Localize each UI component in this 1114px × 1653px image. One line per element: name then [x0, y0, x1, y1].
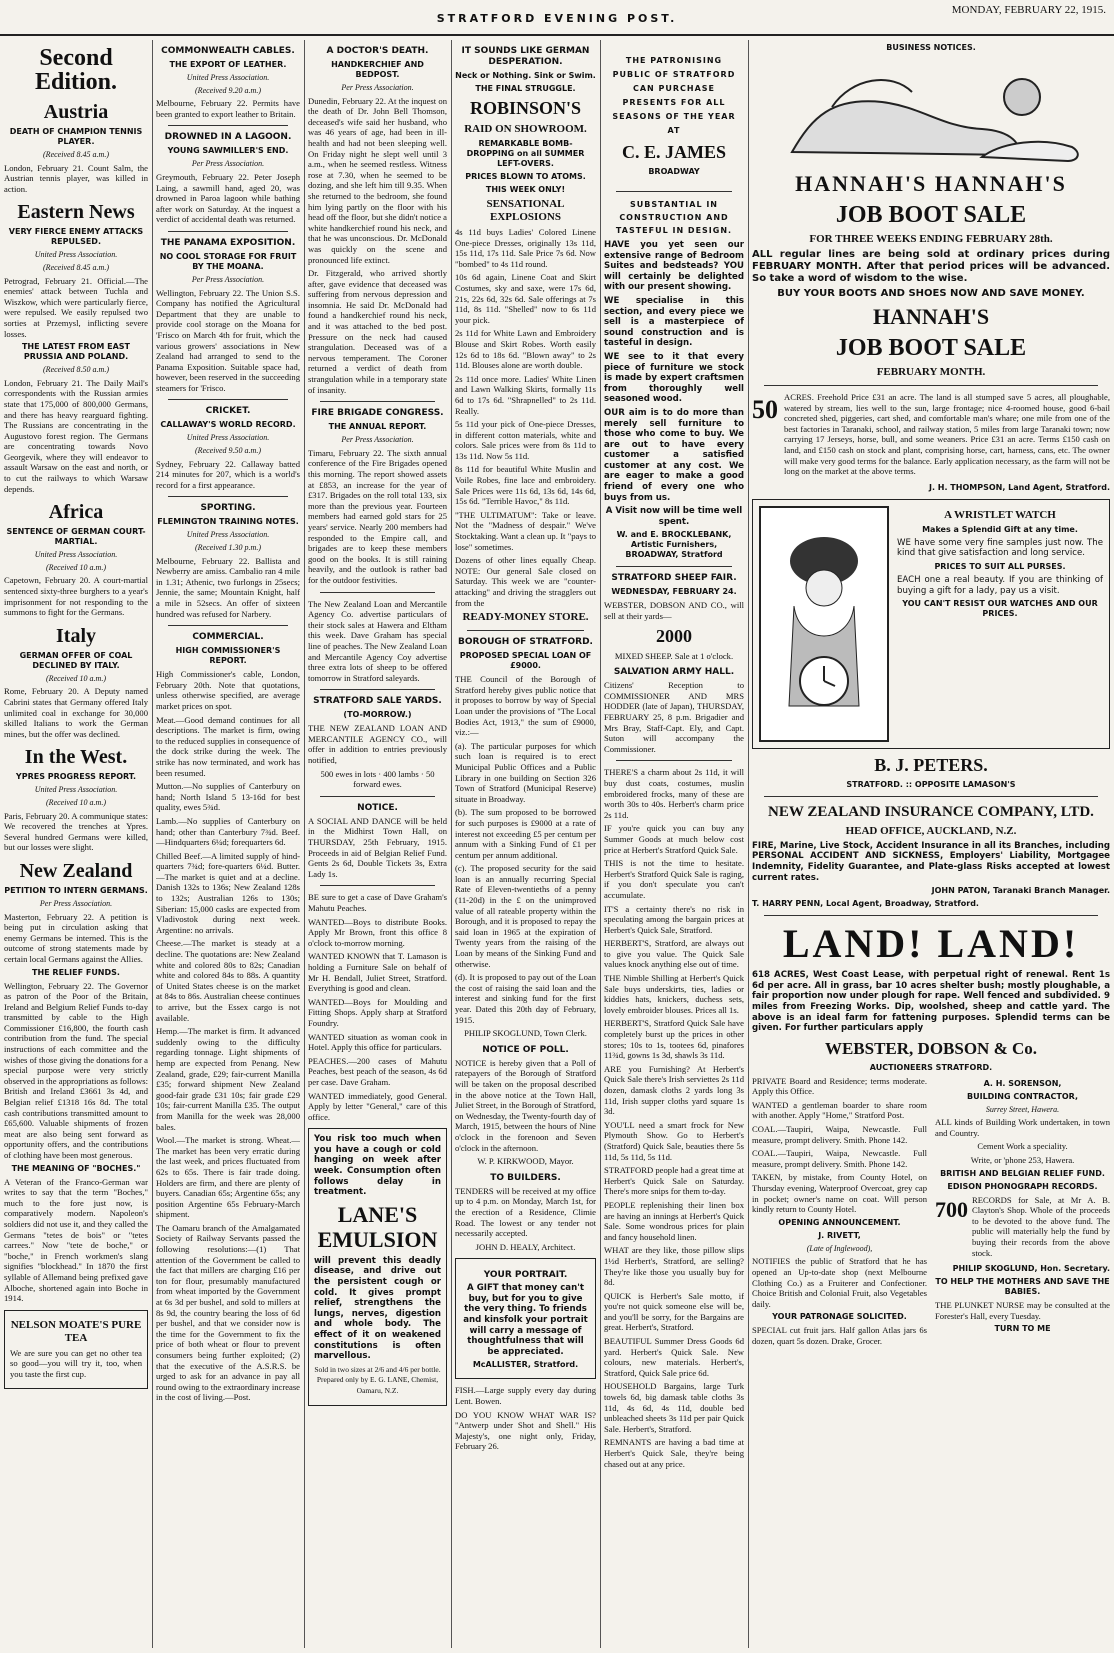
- ad-brand: C. E. JAMES: [621, 142, 726, 162]
- column-3: [308, 40, 447, 1648]
- headline: COMMONWEALTH CABLES.: [161, 46, 295, 56]
- ad-text: 2s 11d for White Lawn and Embroidery Blouse and Skirt Robes. Worth easily 12s 6d to 18s 6d. "Blown away" to 2s 11d. Blouses alone are worth double.: [455, 328, 596, 371]
- headline: SPORTING.: [200, 503, 256, 514]
- signature: PHILIP SKOGLUND, Town Clerk.: [464, 1028, 587, 1039]
- issue-date: MONDAY, FEBRUARY 22, 1915.: [951, 4, 1106, 16]
- nelson-tea-ad: [4, 1310, 148, 1389]
- masthead: [0, 0, 1114, 36]
- subheadline: (TO-MORROW.): [343, 710, 412, 720]
- notice-text: NOTICE is hereby given that a Poll of ratepayers of the Borough of Stratford will be taken on the proposal described in the above notice at the Town Hall, Juliet Street, in the Borough of Stratford, on Wednesday, the Twenty-fourth day of March, 1915, between the hours of Nine o'clock in the forenoon and Seven o'clock in the afternoon.: [455, 1057, 596, 1153]
- classified-ad: TAKEN, by mistake, from County Hotel, on Thursday evening, Waterproof Overcoat, grey cap in pocket; owner's name on coat. Will person kindly return to County Hotel.: [752, 1172, 927, 1215]
- headline: CRICKET.: [205, 406, 251, 417]
- ad-text: will prevent this deadly disease, and drive out the persistent cough or cold. It gives prompt relief, strengthens the lungs, nerves, digestion and whole body. The effect of it on weakened constitutions is often marvellous.: [314, 1255, 441, 1362]
- wristlet-watch-ad: [752, 499, 1110, 749]
- classified-ad: WANTED KNOWN that T. Lamason is holding a Furniture Sale on behalf of Mr H. Bendall, Juliet Street, Stratford. Everything is good and clean.: [308, 951, 447, 994]
- headline: COMMERCIAL.: [192, 632, 264, 643]
- article-text: Melbourne, February 22. Ballista and Newberry are amiss. Cambalio ran 4 mile in 1.31; Athenic, two furlongs in 25secs; Jennie, the same; Mountain Knight, half a mile in 52secs. An offer of sixteen hundred was refused for Narbery.: [156, 555, 300, 619]
- received-time: (Received 10 a.m.): [46, 797, 106, 807]
- ad-heading: JOB BOOT SALE: [835, 202, 1027, 228]
- ad-footer: W. and E. BROCKLEBANK, Artistic Furnishers, BROADWAY, Stratford: [616, 530, 732, 560]
- headline: THE RELIEF FUNDS.: [32, 967, 120, 977]
- notice-text: MIXED SHEEP. Sale at 1 o'clock.: [614, 650, 734, 661]
- classified-ad: NOTIFIES the public of Stratford that he has opened an Up-to-date shop (next Melbourne Clothing Co.) as a Fruiterer and Confectioner. Choice British and Colonial Fruit, also Vegetables daily.: [752, 1256, 927, 1309]
- article-text: Wellington, February 22. The Union S.S. Company has notified the Agricultural Department that they are unable to provide cool storage on the Moana for 'Frisco on March 4th for fruit, which the various growers' associations in New Zealand had arranged to send to the Panama Exposition. Suitable space had, however, been reserved in the succeeding steamers for 'Frisco.: [156, 287, 300, 393]
- sheep-count: 2000: [656, 625, 692, 646]
- ad-heading: OPENING ANNOUNCEMENT.: [778, 1217, 901, 1227]
- classified-ad: SPECIAL cut fruit jars. Half gallon Atlas jars 6s dozen, quart 5s dozen. Drake, Grocer.: [752, 1325, 927, 1346]
- article-text: Hemp.—The market is firm. It advanced suddenly owing to the difficulty regarding tonnage. Light shipments of hemp are expected from Penang. New Zealand, grade, £29; fair-current Manilla £35; forward shipment New Zealand good-fair grade £31 10s; fair grade £29 10s; fair-current Manilla £35. The output from Manilla for the week was 28,000 bales.: [156, 1026, 300, 1132]
- headline: IT SOUNDS LIKE GERMAN DESPERATION.: [461, 46, 590, 67]
- credit-line: United Press Association.: [34, 250, 118, 260]
- boot-illustration: [772, 57, 1090, 167]
- article-text: Masterton, February 22. A petition is being put in circulation asking that enemy Germans be interned. This is the outcome of strong statements made by certain local Germans against the Allies.: [4, 911, 148, 964]
- ad-heading: PRICES BLOWN TO ATOMS.: [465, 172, 586, 181]
- article-text: Wellington, February 22. The Governor as patron of the Poor of the Britain, Ireland and Belgium Relief Funds to-day transmitted by cable to the High Commissioner £16,800, the fourth cash contribution from the fund. The special instructions of each committee and the wishes of those giving the donations for a special purpose were very strictly observed in the appropriations as follows: British and Ireland £3661 3s 4d, and Belgian relief £1318 16s 8d. The total cash contributions transmitted amount to £65,600. Valuable shipments of frozen meat are also being sent forward as opportunity offers, and the contributions of clothing have been most generous.: [4, 980, 148, 1160]
- ad-footer: STRATFORD. :: OPPOSITE LAMASON'S: [846, 779, 1016, 789]
- signature: PHILIP SKOGLUND, Hon. Secretary.: [952, 1264, 1110, 1274]
- classified-ad: WANTED situation as woman cook in Hotel. Apply this office for particulars.: [308, 1031, 447, 1053]
- section-heading: Eastern News: [17, 201, 135, 224]
- ad-text: 618 ACRES, West Coast Lease, with perpetual right of renewal. Rent 1s 6d per acre. All in grass, bar 10 acres shelter bush; mostly ploughable, a fair proportion now under plough for rape. Well fenced and subdivided. 9 miles from Freezing Works. Dip, woolshed, sheep and cattle yard. The above is an ideal farm for fattening purposes. Splendid terms can be given. For further particulars apply: [752, 970, 1110, 1034]
- column-5: [604, 40, 744, 1648]
- notice-text: Citizens' Reception to COMMISSIONER AND MRS HODDER (late of Japan), THURSDAY, FEBRUARY 25, 8 p.m. Brigadier and Mrs Bray, Staff-Capt. Ely, and Capt. Suton will accompany the Commissioner.: [604, 680, 744, 754]
- article-text: The Oamaru branch of the Amalgamated Society of Railway Servants passed the following resolutions:—(1) That attention of the Government be called to the fact that millers are charging £16 per ton for flour, presumably manufactured from wheat imported by the Government at 6s 3d per bushel, and sold to millers at 8s 9d, the country bearing the loss of 6d per bushel, and that we consider now is the time for the Government to fix the price of both wheat or flour to prevent consumers being further exploited; (2) that the executive of the A.S.R.S. be urged to ask for an advance in pay all round owing to the extraordinary increase in the cost of living.—Post.: [156, 1222, 300, 1403]
- subheadline: PROPOSED SPECIAL LOAN OF £9000.: [459, 651, 592, 671]
- column-1: [4, 40, 148, 1648]
- notice-text: 500 ewes in lots · 400 lambs · 50 forward ewes.: [320, 768, 435, 790]
- ad-text: (Late of Inglewood),: [806, 1243, 873, 1253]
- headline: FIRE BRIGADE CONGRESS.: [311, 408, 444, 419]
- article-text: Dunedin, February 22. At the inquest on the death of Dr. John Bell Thomson, deceased's wife said her husband, who was 46 years of age, had been in ill-health and had not been sleeping well. On Friday night he slept well until 3 a.m., when he seemed restless. Witness rose at 7.30, when he seemed to be dozing, and she left him till 9.35. When she returned to the bedroom, she found him lying partly on the floor with his head off the floor, but she didn't notice a white handkerchief round his neck, and that he was unconscious. Dr. McDonald was quickly on the scene and pronounced life extinct.: [308, 95, 447, 265]
- ad-text: Surrey Street, Hawera.: [985, 1104, 1060, 1114]
- subheadline: WEDNESDAY, FEBRUARY 24.: [611, 587, 737, 597]
- classified-ad: WANTED—Boys to distribute Books. Apply Mr Brown, front this office 8 o'clock to-morrow morning.: [308, 916, 447, 948]
- ad-heading: A WRISTLET WATCH: [944, 508, 1056, 521]
- ad-footer: McALLISTER, Stratford.: [472, 1360, 579, 1370]
- watch-illustration: [759, 506, 889, 742]
- received-time: (Received 10 a.m.): [46, 673, 106, 683]
- acreage: 50: [752, 395, 778, 424]
- herberts-ad: STRATFORD people had a great time at Herbert's Quick Sale on Saturday. There's more snips for them to-day.: [604, 1165, 744, 1197]
- ad-text: 8s 11d for beautiful White Muslin and Voile Robes, fine lace and embroidery. Sale Prices were 11s 6d, 13s 6d, 14s 6d, 15s 6d. "Terrible Havoc," 8s 11d.: [455, 464, 596, 507]
- article-text: Paris, February 20. A communique states: We recovered the trenches at Ypres. Several hundred Germans were killed, but our losses were slight.: [4, 810, 148, 853]
- credit-line: United Press Association.: [34, 785, 118, 795]
- credit-line: Per Press Association.: [39, 898, 113, 908]
- article-text: Melbourne, February 22. Permits have been granted to export leather to Britain.: [156, 98, 300, 119]
- credit-line: Per Press Association.: [191, 159, 265, 169]
- headline: DROWNED IN A LAGOON.: [164, 132, 292, 143]
- headline: GERMAN OFFER OF COAL DECLINED BY ITALY.: [19, 650, 133, 670]
- ad-heading: EDISON PHONOGRAPH RECORDS.: [947, 1181, 1098, 1191]
- ad-heading: YOUR PORTRAIT.: [483, 1270, 568, 1281]
- lanes-emulsion-ad: [308, 1128, 447, 1405]
- ad-text: You risk too much when you have a cough or cold hanging on week after week. Consumption often follows delay in treatment.: [314, 1134, 441, 1198]
- herberts-ad: IF you're quick you can buy any Summer Goods at much below cost price at Herbert's Stratford Quick Sale.: [604, 823, 744, 855]
- ad-footer: BROADWAY: [648, 167, 700, 176]
- article-text: Cheese.—The market is steady at a decline. The quotations are: New Zealand white and colored 80s to 82s; Canadian white and colored 84s to 88s. A quantity of United States cheese is on the market at 84s to 86s. Australian cheese continues to arrive, but the Essex cargo is not available.: [156, 938, 300, 1023]
- classified-ad: COAL.—Taupiri, Waipa, Newcastle. Full measure, prompt delivery. Smith. Phone 142.: [752, 1148, 927, 1169]
- ad-text: THE PATRONISING PUBLIC OF STRATFORD CAN PURCHASE PRESENTS FOR ALL SEASONS OF THE YEAR AT: [612, 56, 736, 135]
- column-rule: [152, 40, 153, 1648]
- ad-heading: HEAD OFFICE, AUCKLAND, N.Z.: [845, 824, 1017, 837]
- herberts-ad: ARE you Furnishing? At Herbert's Quick Sale there's Irish serviettes 2s 11d dozen, damask cloths 2 yards long 3s 11d, Irish supper cloths yard square 1s 3d.: [604, 1063, 744, 1117]
- signature: JOHN D. HEALY, Architect.: [475, 1241, 576, 1252]
- received-time: (Received 1.30 p.m.): [195, 543, 261, 553]
- ad-heading: THIS WEEK ONLY!: [485, 185, 566, 194]
- headline: DEATH OF CHAMPION TENNIS PLAYER.: [9, 127, 143, 146]
- ad-heading: FOR THREE WEEKS ENDING FEBRUARY 28th.: [809, 233, 1053, 245]
- ad-heading: TO HELP THE MOTHERS AND SAVE THE BABIES.: [935, 1277, 1110, 1297]
- ad-brand: LAND! LAND!: [782, 921, 1080, 967]
- ad-heading: Makes a Splendid Gift at any time.: [922, 524, 1078, 534]
- ad-footer: AUCTIONEERS STRATFORD.: [869, 1062, 993, 1072]
- ad-heading: TURN TO ME: [994, 1324, 1051, 1334]
- column-rule: [451, 40, 452, 1648]
- ad-text: HAVE you yet seen our extensive range of Bedroom Suites and bedsteads? YOU will certainly be delighted with our present showing.: [604, 240, 744, 293]
- herberts-ad: BEAUTIFUL Summer Dress Goods 6d yard. Herbert's Quick Sale. New colours, new materials. Herbert's, Stratford, Quick Sale price 6d.: [604, 1336, 744, 1378]
- subheadline: FLEMINGTON TRAINING NOTES.: [157, 517, 299, 527]
- notice-text: (c). The proposed security for the said loan is an annually recurring Special Rate of Eleven-twentieths of a penny (11-20d) in the £ on the unimproved value of all rateable property within the Borough, and it is proposed to repay the said loan in 1965 at the expiration of Twenty years from the raising of the Loan by means of the Sinking Fund and otherwise.: [455, 863, 596, 969]
- article-text: High Commissioner's cable, London, February 20th. Note that quotations, unless otherwise specified, are average market prices on spot.: [156, 669, 300, 711]
- newspaper-title: STRATFORD EVENING POST.: [436, 12, 678, 25]
- ad-footer: Sold in two sizes at 2/6 and 4/6 per bottle. Prepared only by E. G. LANE, Chemist, Oamaru, N.Z.: [314, 1364, 441, 1395]
- classified-ad: Cement Work a speciality.: [977, 1141, 1068, 1152]
- ad-heading: BRITISH AND BELGIAN RELIEF FUND.: [940, 1168, 1105, 1178]
- subheadline: NO COOL STORAGE FOR FRUIT BY THE MOANA.: [159, 251, 297, 271]
- article-text: Mutton.—No supplies of Canterbury on hand; North Island 5 13-16d for best quality, ewes 5¾d.: [156, 781, 300, 813]
- ad-brand: WEBSTER, DOBSON & Co.: [824, 1038, 1038, 1058]
- signature: J. H. THOMPSON, Land Agent, Stratford.: [928, 482, 1110, 492]
- herberts-ad: REMNANTS are having a bad time at Herbert's Quick Sale, they're being chased out at any price.: [604, 1437, 744, 1469]
- headline: PETITION TO INTERN GERMANS.: [4, 885, 148, 895]
- ad-brand: B. J. PETERS.: [874, 754, 988, 775]
- received-time: (Received 9.50 a.m.): [195, 446, 261, 456]
- ad-text: BUY YOUR BOOTS AND SHOES NOW AND SAVE MONEY.: [777, 288, 1085, 299]
- herberts-ad: HOUSEHOLD Bargains, large Turk towels 6d, big damask table cloths 3s 11d, 4s 6d, 4s 11d, double bed unbleached sheets 3s 11d per pair Quick Sale. Herbert's, Stratford.: [604, 1381, 744, 1434]
- listing-text: ACRES. Freehold Price £31 an acre. The land is all stumped save 5 acres, all ploughable, watered by stream, lies well to the sun, large frontage; nice 4-roomed house, good 6-bail concreted shed, piggeries, cart shed, and comfortable man's whare; one mile from one of the best factories in Taranaki, school, and railway station, 5 miles from large Taranaki town; now carrying 17 Jerseys, horse, bull, and some weaners. Price £31 an acre. Terms £150 cash on land, and £150 cash on stock and plant, comprising horse, cart, harness, cans, etc. The owner will make very good terms for the balance. Early application necessary, as the farm will not be long on the market at the above terms.: [784, 392, 1110, 477]
- james-ad: [604, 46, 744, 185]
- ad-text: EACH one a real beauty. If you are thinking of buying a gift for a lady, pay us a visit.: [897, 574, 1103, 596]
- ad-heading: SUBSTANTIAL IN CONSTRUCTION AND TASTEFUL IN DESIGN.: [615, 200, 733, 235]
- article-text: Meat.—Good demand continues for all descriptions. The market is firm, owing to the reduced supplies in consequence of the dock strike during the week. The strike has now terminated, and work has been resumed.: [156, 714, 300, 778]
- headline: THE PANAMA EXPOSITION.: [160, 237, 296, 248]
- headline: NOTICE.: [357, 802, 398, 813]
- headline: THE MEANING OF "BOCHES.": [11, 1163, 141, 1173]
- ad-text: FIRE, Marine, Live Stock, Accident Insurance in all its Branches, including PERSONAL ACCIDENT AND SICKNESS, Employers' Liability, Mortgagee Indemnity, Fidelity Guarantee, and Plate-glass Risks accepted at lowest current rates.: [752, 840, 1110, 883]
- ad-text: 5s 11d your pick of One-piece Dresses, in different cotton materials, white and colors. Sale prices were from 8s 11d to 13s 11d. Now 5s 11d.: [455, 419, 596, 461]
- headline: NOTICE OF POLL.: [482, 1044, 569, 1055]
- article-text: A Veteran of the Franco-German war writes to say that the term "Boches," much to the fore just now, is comparatively modern. Napoleon's soldiers did not use it, and they called the Germans "tetes de bois" or "tetes carrees." Now "tete de boche," or "boche," in French workmen's slang signifies "blockhead." In 1870 the first syllable of Allemand being prefixed gave Alboche, shortened again into Boche in 1914.: [4, 1176, 148, 1304]
- article-text: Sydney, February 22. Callaway batted 214 minutes for 207, which is a world's record for a first appearance.: [156, 458, 300, 490]
- ad-heading: A. H. SORENSON,: [983, 1078, 1062, 1088]
- credit-line: Per Press Association.: [341, 83, 414, 92]
- classified-ad: COAL.—Taupiri, Waipa, Newcastle. Full measure, prompt delivery. Smith. Phone 142.: [752, 1124, 927, 1145]
- classified-ad: ALL kinds of Building Work undertaken, in town and Country.: [935, 1117, 1110, 1138]
- ad-text: 4s 11d buys Ladies' Colored Linene One-piece Dresses, originally 13s 11d, 15s 11d, 17s 11d. Sale Price 7s 6d. Now "bombed" to 4s 11d round.: [455, 227, 596, 269]
- portrait-ad: [455, 1258, 596, 1379]
- ad-text: WE specialise in this section, and every piece we sell is a masterpiece of sound construction and is tasteful in design.: [604, 295, 744, 349]
- ad-heading: FEBRUARY MONTH.: [876, 366, 986, 378]
- section-heading: Austria: [43, 101, 109, 123]
- classified-ad: WANTED—Boys for Moulding and Fitting Shops. Apply sharp at Stratford Foundry.: [308, 996, 447, 1028]
- ad-text: ALL regular lines are being sold at ordinary prices during FEBRUARY MONTH. After that period prices will be advanced. So take a word of wisdom to the wise.: [752, 249, 1110, 284]
- ad-text: We are sure you can get no other tea so good—you will try it, too, when you taste the first cup.: [10, 1347, 142, 1379]
- notice-text: (d). It is proposed to pay out of the Loan the cost of raising the said loan and the interest and sinking fund for the first year. Dated this 20th day of February, 1915.: [455, 972, 596, 1025]
- received-time: (Received 10 a.m.): [46, 562, 106, 572]
- records-listing: [935, 1195, 1110, 1262]
- notice-text: A SOCIAL AND DANCE will be held in the Midhirst Town Hall, on THURSDAY, 25th February, 1915. Proceeds in aid of Belgian Relief Fund. Gents 2s 6d, Double Tickets 3s, Extra Lady 1s.: [308, 815, 447, 879]
- headline: THE LATEST FROM EAST PRUSSIA AND POLAND.: [21, 342, 131, 362]
- article-text: Dr. Fitzgerald, who arrived shortly after, gave evidence that deceased was suffering from nervous depression and insomnia. He said Dr. McDonald had found a handkerchief round his neck, and it was attached to the bed post. Pressure on the neck had caused strangulation. Deceased was of a nervous temperament. The Coroner returned a verdict of death from strangulation while in a temporary state of insanity.: [308, 268, 447, 395]
- column-rule: [600, 40, 601, 1648]
- column-rule: [304, 40, 305, 1648]
- notice-text: TENDERS will be received at my office up to 4 p.m. on Monday, March 1st, for the erection of a Residence, Climie Road. The lowest or any tender not necessarily accepted.: [455, 1185, 596, 1239]
- credit-line: United Press Association.: [186, 433, 270, 443]
- herberts-ad: THE Nimble Shilling at Herbert's Quick Sale buys underskirts, ties, ladies or kiddies hats, knickers, duchess sets, lovely embroider blouses. Prices all 1s.: [604, 973, 744, 1015]
- ads-left: [752, 1076, 927, 1350]
- credit-line: Per Press Association.: [341, 435, 414, 445]
- section-heading: New Zealand: [19, 859, 133, 882]
- ad-text: "THE ULTIMATUM": Take or leave. Not the "Madness of despair." We've Stocktaking. Want a clean up. It "pays to lose" sometimes.: [455, 509, 596, 552]
- notice-text: (a). The particular purposes for which such loan is required is to erect Municipal Public Offices and a Public Library in one building on Section 326 Town of Stratford (Municipal Reserve) situate in Broadway.: [455, 740, 596, 804]
- herberts-ad: HERBERT'S, Stratford, are always out to give you value. The Quick Sale values knock anything else out of time.: [604, 938, 744, 970]
- column-6: [752, 40, 1110, 1648]
- subheadline: HANDKERCHIEF AND BEDPOST.: [331, 60, 424, 79]
- credit-line: United Press Association.: [186, 530, 270, 540]
- received-time: (Received 8.50 a.m.): [43, 365, 109, 375]
- ad-brand: HANNAH'S: [872, 304, 990, 329]
- headline: SALVATION ARMY HALL.: [613, 667, 735, 678]
- ad-heading: J. RIVETT,: [818, 1230, 861, 1240]
- credit-line: United Press Association.: [34, 550, 118, 560]
- article-text: Timaru, February 22. The sixth annual conference of the Fire Brigades opened this morning. The report showed assets at £853, an increase for the year of £317. Brigades on the roll total 133, six more than the previous year. Fourteen members had earned gold stars for 25 years' service. Nearly 200 members had responded to the Empire call, and brigades are to keep these members good on the books. It is still raining heavily, and the outlook is rather bad for the outdoor festivities.: [308, 447, 447, 585]
- ad-text: A GIFT that money can't buy, but for you to give the very thing. To friends and kinsfolk your portrait will carry a message of thoughtfulness that will be appreciated.: [463, 1283, 588, 1357]
- headline: STRATFORD SALE YARDS.: [313, 696, 442, 707]
- classified-ad: PRIVATE Board and Residence; terms moderate. Apply this Office.: [752, 1075, 927, 1097]
- section-heading: BUSINESS NOTICES.: [886, 43, 976, 52]
- section-heading: Italy: [56, 624, 96, 647]
- herberts-ad: YOU'LL need a smart frock for New Plymouth Show. Go to Herbert's (Stratford) Quick Sale, beauties there 5s 11d, 5s 11d, 5s 11d.: [604, 1119, 744, 1162]
- ad-text: A Visit now will be time well spent.: [605, 506, 743, 527]
- subheadline: THE ANNUAL REPORT.: [328, 422, 427, 432]
- article-text: Rome, February 20. A Deputy named Cabrini states that Germany offered Italy unlimited coal in exchange for 30,000 skilled Italians to work the German mines, but the offer was declined.: [4, 686, 148, 739]
- signature: T. HARRY PENN, Local Agent, Broadway, Stratford.: [752, 899, 979, 909]
- article-text: Chilled Beef.—A limited supply of hind-quarters 7¾d; fore-quarters 6¼d. Butter.—The market is quiet and at a decline. Danish 132s to 136s; New Zealand 128s to 132s; Australian 126s to 130s; Siberian: 15,000 casks are expected from Vladivostok during next week. Argentine: no arrivals.: [156, 850, 300, 935]
- subheadline: CALLAWAY'S WORLD RECORD.: [160, 420, 296, 430]
- ad-heading: BUILDING CONTRACTOR,: [967, 1091, 1078, 1101]
- farm-listing: [752, 392, 1110, 480]
- classified-ad: FISH.—Large supply every day during Lent. Bowen.: [455, 1385, 596, 1407]
- column-rule: [748, 40, 749, 1648]
- signature: JOHN PATON, Taranaki Branch Manager.: [931, 886, 1110, 896]
- herberts-ad: THIS is not the time to hesitate. Herbert's Stratford Quick Sale is raging, if you don't speculate you can't accumulate.: [604, 858, 744, 900]
- ad-text: 2s 11d once more. Ladies' White Linen and Lawn Walking Skirts, formally 11s 6d to 17s 6d. "Shrapnelled" to 2s 11d. Really.: [455, 373, 596, 416]
- subheadline: THE FINAL STRUGGLE.: [475, 84, 576, 93]
- ad-brand: NELSON MOATE'S PURE TEA: [10, 1318, 142, 1344]
- ad-brand: NEW ZEALAND INSURANCE COMPANY, LTD.: [768, 803, 1094, 820]
- subheadline: THE EXPORT OF LEATHER.: [169, 60, 287, 69]
- classified-ad: WANTED a gentleman boarder to share room with another. Apply "Home," Stratford Post.: [752, 1099, 927, 1121]
- column-2: [156, 40, 300, 1648]
- herberts-ad: QUICK is Herbert's Sale motto, if you're not quick someone else will be, and you'll be sorry, for the Bargains are great. Herbert's, Stratford.: [604, 1290, 744, 1333]
- section-heading: Africa: [48, 501, 104, 524]
- headline: VERY FIERCE ENEMY ATTACKS REPULSED.: [8, 227, 144, 247]
- herberts-ad: PEOPLE replenishing their linen box are having an innings at Herbert's Quick Sale. Some wondrous prices for plain and fancy household linen.: [604, 1199, 744, 1242]
- article-text: Lamb.—No supplies of Canterbury on hand; other than Canterbury 7¾d. Beef.—Hindquarters 6¼d; forequarters 6d.: [156, 815, 300, 848]
- headline: BOROUGH OF STRATFORD.: [458, 637, 593, 648]
- ad-text: WE have some very fine samples just now. The kind that give satisfaction and long service.: [897, 537, 1103, 559]
- article-text: Petrograd, February 21. Official.—The enemies' attack between Tuchla and Wiszkow, which were particularly fierce, were repulsed. We easily repulsed two sorties at Przemysl, inflicting severe losses.: [4, 275, 148, 339]
- herberts-ad: HERBERT'S, Stratford Quick Sale have completely burst up the prices in other stores; 10s to 1s, tootees 6d, pinafores 11¾d, gowns 1s 3d, shawls 3s 11d.: [604, 1018, 744, 1061]
- signature: W. P. KIRKWOOD, Mayor.: [477, 1156, 574, 1167]
- received-time: (Received 8.45 a.m.): [43, 150, 109, 159]
- received-time: (Received 8.45 a.m.): [43, 262, 109, 272]
- record-count: 700: [935, 1196, 968, 1222]
- ad-heading: YOU CAN'T RESIST OUR WATCHES AND OUR PRICES.: [902, 599, 1098, 619]
- column-4: [455, 40, 596, 1648]
- headline: SENTENCE OF GERMAN COURT-MARTIAL.: [6, 527, 146, 547]
- article-text: The New Zealand Loan and Mercantile Agency Co. advertise particulars of their stock sales at Hawera and Eltham this week. Dave Graham has special line of peaches. The New Zealand Loan and Mercantile Agency Coy advertise three extra lots of sheep to be offered tomorrow in Stratford saleyards.: [308, 598, 447, 683]
- ad-heading: JOB BOOT SALE: [835, 335, 1027, 361]
- edition-heading: Second Edition.: [34, 45, 118, 95]
- ad-brand: LANE'S EMULSION: [317, 1201, 438, 1252]
- headline: YPRES PROGRESS REPORT.: [15, 772, 137, 782]
- ad-text: OUR aim is to do more than merely sell furniture to those who come to buy. We are out to have every customer a satisfied customer at any cost. We are eager to make a good friend of every one who buys from us.: [604, 407, 744, 503]
- herberts-ad: THERE'S a charm about 2s 11d, it will buy dust coats, costumes, muslin embroidered frocks, many of these are worth 30s to 40s. Herbert's charm price 2s 11d.: [604, 767, 744, 820]
- classified-ad: THE PLUNKET NURSE may be consulted at the Forester's Hall, every Tuesday.: [935, 1300, 1110, 1321]
- ad-heading: RAID ON SHOWROOM.: [464, 123, 587, 135]
- received-time: (Received 9.20 a.m.): [195, 85, 261, 95]
- classified-ad: BE sure to get a case of Dave Graham's Mahutu Peaches.: [308, 892, 447, 913]
- classified-ad: PEACHES.—200 cases of Mahutu Peaches, best peach of the season, 4s 6d per case. Dave Graham.: [308, 1055, 447, 1087]
- classified-ad: RECORDS for Sale, at Mr A. B. Clayton's Shop. Whole of the proceeds to be devoted to the above fund. The public will materially help the fund by buying their records from the above stock.: [972, 1194, 1110, 1258]
- ad-brand: ROBINSON'S: [469, 98, 582, 118]
- two-column-ads: [752, 1076, 1110, 1350]
- headline: A DOCTOR'S DEATH.: [326, 46, 429, 56]
- notice-text: WEBSTER, DOBSON AND CO., will sell at their yards—: [604, 600, 744, 622]
- herberts-ad: IT'S a certainty there's no risk in speculating among the bargain prices at Herbert's Quick Sale, Stratford.: [604, 903, 744, 935]
- ad-heading: SENSATIONAL EXPLOSIONS: [486, 198, 565, 223]
- notice-text: THE Council of the Borough of Stratford hereby gives public notice that it proposes to borrow by way of Special Loan under the provisions of "The Local Bodies Act, 1913," the sum of £9000, viz.:—: [455, 674, 596, 738]
- ads-right: [935, 1076, 1110, 1350]
- classified-ad: Write, or 'phone 253, Hawera.: [970, 1155, 1075, 1166]
- headline: STRATFORD SHEEP FAIR.: [611, 573, 737, 584]
- article-text: Capetown, February 20. A court-martial sentenced sixty-three burghers to a year's imprisonment for not responding to the summons to fight for the Germans.: [4, 575, 148, 618]
- ad-heading: REMARKABLE BOMB-DROPPING on all SUMMER LEFT-OVERS.: [466, 139, 585, 168]
- subheadline: YOUNG SAWMILLER'S END.: [167, 146, 289, 156]
- classified-ad: WANTED immediately, good General. Apply by letter "General," care of this office.: [308, 1090, 447, 1122]
- ad-footer: READY-MONEY STORE.: [462, 611, 589, 624]
- ad-brand: HANNAH'S HANNAH'S: [795, 171, 1067, 196]
- article-text: London, February 21. Count Salm, the Austrian tennis player, was killed in action.: [4, 162, 148, 194]
- ad-text: WE see to it that every piece of furniture we stock is made by expert craftsmen from thoroughly well seasoned wood.: [604, 351, 744, 405]
- ad-text: 10s 6d again, Linene Coat and Skirt Costumes, sky and saxe, were 17s 6d, 21s, 22s 6d, 32s 6d. Sale offerings at 7s 11d, 8s 11d. "Shelled" now to 6s 11d your pick.: [455, 272, 596, 325]
- article-text: London, February 21. The Daily Mail's correspondents with the Russian armies state that 175,000 of 800,000 Germans, and there has heavy rearguard fighting. The Russians are concentrating in the Augustovo forest region. The Germans are concentrating towards Novo Georgevik, where they will endeavor to assault Warsaw on the east and north, or to cut the railways to which Warsaw depends.: [4, 377, 148, 494]
- ad-text: Dozens of other lines equally Cheap. NOTE: Our general Sale closed on Saturday. This week we are "counter-attacking" and driving the stragglers out from the: [455, 555, 596, 608]
- subheadline: Neck or Nothing. Sink or Swim.: [455, 71, 596, 80]
- subheadline: HIGH COMMISSIONER'S REPORT.: [175, 646, 281, 666]
- herberts-ad: WHAT are they like, those pillow slips 1½d Herbert's, Stratford, are selling? They're like those you usually buy for 8d.: [604, 1245, 744, 1288]
- classified-ad: DO YOU KNOW WHAT WAR IS? "Antwerp under Shot and Shell." His Majesty's, one night only, Friday, February 26.: [455, 1409, 596, 1452]
- credit-line: Per Press Association.: [191, 274, 265, 284]
- credit-line: United Press Association.: [186, 73, 270, 82]
- notice-text: (b). The sum proposed to be borrowed for such purposes is £9000 at a rate of interest not exceeding £5 per centum per annum with a Sinking Fund of £1 per centum per annum additional.: [455, 807, 596, 860]
- ad-heading: YOUR PATRONAGE SOLICITED.: [772, 1312, 907, 1322]
- ad-heading: PRICES TO SUIT ALL PURSES.: [934, 561, 1066, 571]
- notice-text: THE NEW ZEALAND LOAN AND MERCANTILE AGENCY CO., will offer in addition to entries previously notified,: [308, 723, 447, 766]
- section-heading: In the West.: [24, 746, 128, 769]
- headline: TO BUILDERS.: [490, 1172, 561, 1183]
- article-text: Wool.—The market is strong. Wheat.—The market has been very erratic during the last week, and prices fluctuated from 62s to 65s. There is fair trade doing. Holders are firm, and there are plenty of buyers. Canadian 65s; Argentine 65s; any position Argentine 65s February-March shipment.: [156, 1135, 300, 1220]
- article-text: Greymouth, February 22. Peter Joseph Laing, a sawmill hand, aged 20, was drowned in Paroa lagoon while bathing after work on Saturday. At the inquest a verdict of accidental death was returned.: [156, 171, 300, 225]
